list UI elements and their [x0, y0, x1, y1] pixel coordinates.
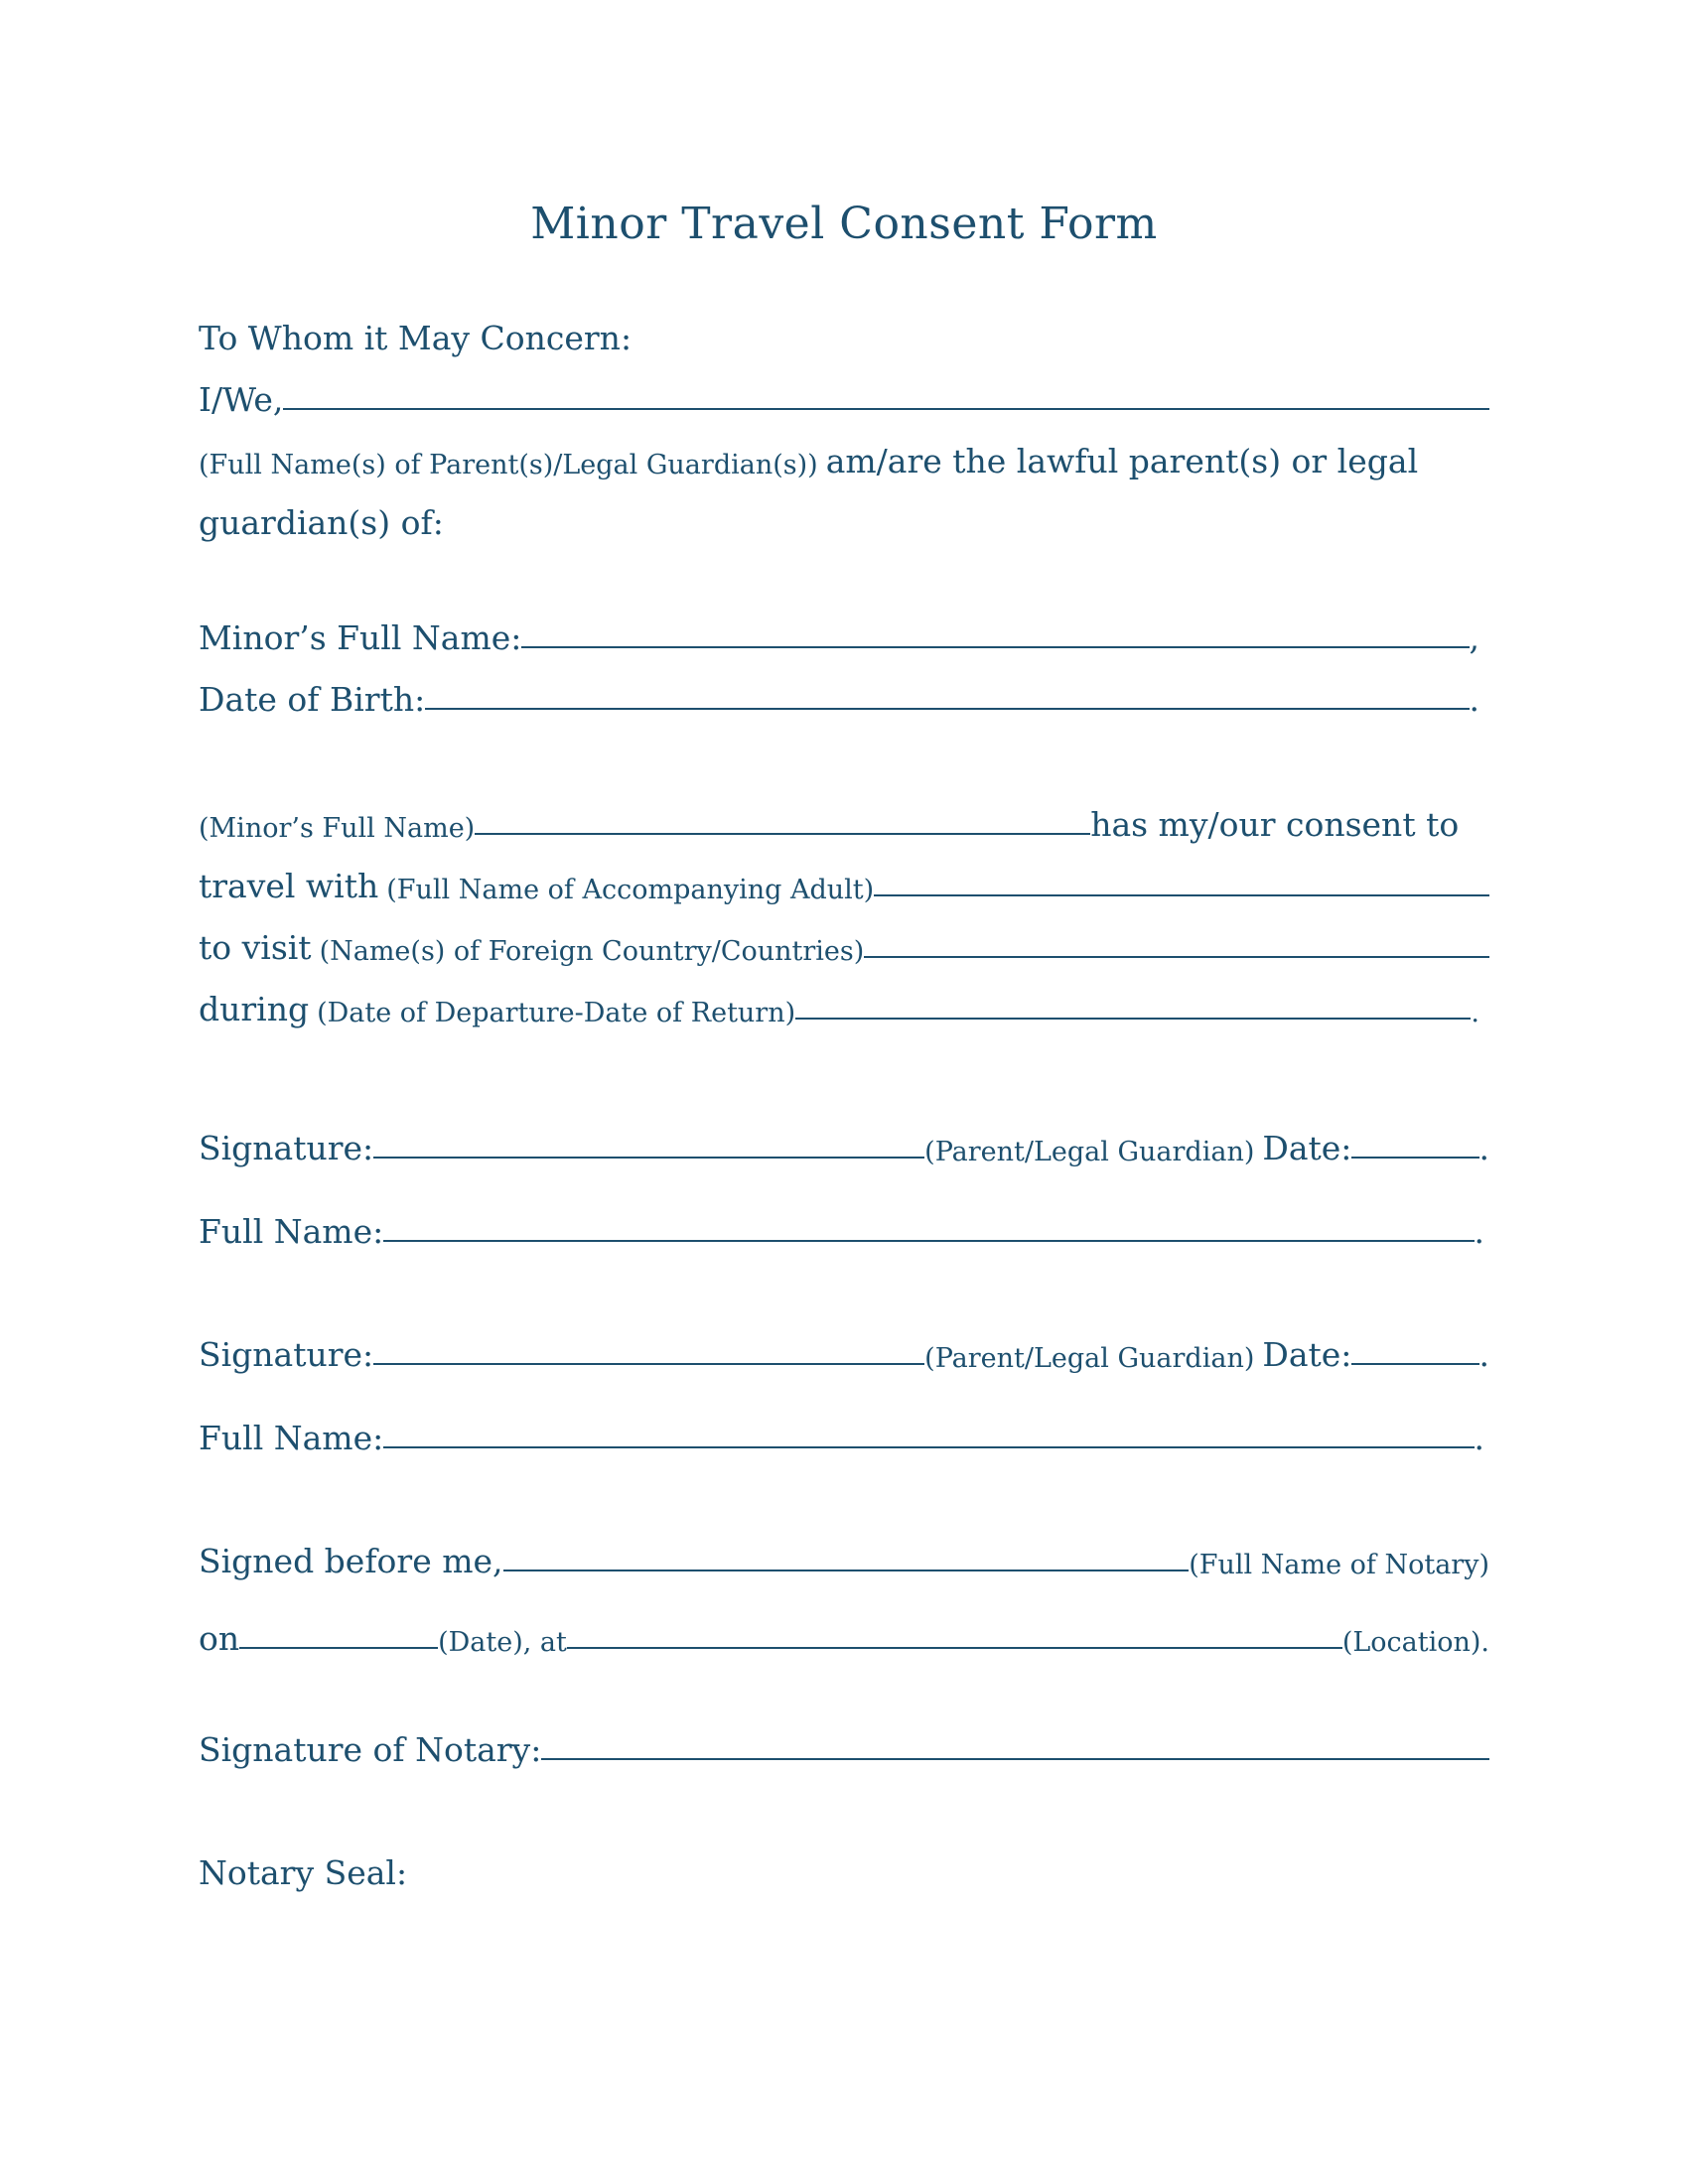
travel-with: travel with	[199, 867, 379, 905]
travel-dates-field[interactable]	[795, 1017, 1471, 1020]
guardian-hint-2: (Parent/Legal Guardian)	[924, 1343, 1255, 1374]
guardians-of: guardian(s) of:	[199, 503, 444, 542]
notary-signature-label: Signature of Notary:	[199, 1730, 542, 1769]
travel-with-line	[199, 846, 1489, 905]
parents-name-field[interactable]	[283, 407, 1489, 410]
signature-line-1	[199, 1108, 1489, 1167]
to-visit: to visit	[199, 928, 312, 967]
full-name-line-2	[199, 1398, 1484, 1457]
dob-field[interactable]	[425, 707, 1469, 710]
full-name-end-1: .	[1474, 1212, 1484, 1251]
during: during	[199, 990, 310, 1028]
dates-end: .	[1471, 998, 1479, 1028]
notary-date-location-line	[199, 1598, 1489, 1658]
signed-before: Signed before me,	[199, 1542, 503, 1580]
notary-seal-label: Notary Seal:	[199, 1853, 408, 1892]
signature-line-2	[199, 1314, 1489, 1374]
notary-date-field[interactable]	[239, 1646, 438, 1649]
consent-line	[199, 784, 1489, 844]
notary-date-hint: (Date), at	[438, 1627, 567, 1658]
dates-hint: (Date of Departure-Date of Return)	[317, 998, 796, 1028]
signature-field-2[interactable]	[373, 1362, 924, 1365]
dob-line	[199, 659, 1479, 719]
minor-hint: (Minor’s Full Name)	[199, 813, 476, 844]
full-name-label-1: Full Name:	[199, 1212, 384, 1251]
signed-before-line	[199, 1521, 1489, 1580]
salutation: To Whom it May Concern:	[199, 319, 633, 357]
date-end-2: .	[1478, 1335, 1489, 1374]
minor-consent-field[interactable]	[475, 832, 1090, 835]
notary-signature-field[interactable]	[541, 1757, 1489, 1760]
minor-name-end: ,	[1469, 618, 1479, 657]
consent-text: has my/our consent to	[1090, 805, 1460, 844]
parents-text: am/are the lawful parent(s) or legal	[825, 442, 1419, 480]
signature-date-field-1[interactable]	[1351, 1156, 1478, 1159]
form-title: Minor Travel Consent Form	[530, 199, 1158, 249]
guardians-of-line	[199, 482, 1489, 542]
location-hint: (Location).	[1341, 1627, 1489, 1658]
adult-name-field[interactable]	[874, 893, 1489, 896]
adult-hint: (Full Name of Accompanying Adult)	[386, 875, 875, 905]
full-name-field-1[interactable]	[383, 1239, 1474, 1242]
guardian-hint-1: (Parent/Legal Guardian)	[924, 1137, 1255, 1167]
minor-name-field[interactable]	[521, 645, 1469, 648]
minor-name-label: Minor’s Full Name:	[199, 618, 522, 657]
notary-location-field[interactable]	[567, 1646, 1342, 1649]
during-line	[199, 969, 1479, 1028]
full-name-label-2: Full Name:	[199, 1419, 384, 1457]
dob-end: .	[1469, 680, 1479, 719]
to-visit-line	[199, 907, 1489, 967]
signature-label-2: Signature:	[199, 1335, 374, 1374]
signature-label-1: Signature:	[199, 1129, 374, 1167]
notary-seal-line	[199, 1833, 1489, 1892]
signature-field-1[interactable]	[373, 1156, 924, 1159]
full-name-end-2: .	[1474, 1419, 1484, 1457]
minor-name-line	[199, 598, 1479, 657]
parents-hint: (Full Name(s) of Parent(s)/Legal Guardian(s))	[199, 450, 818, 480]
date-label-2: Date:	[1262, 1335, 1352, 1374]
dob-label: Date of Birth:	[199, 680, 426, 719]
full-name-field-2[interactable]	[383, 1445, 1474, 1448]
lawful-parents-line	[199, 421, 1489, 480]
full-name-line-1	[199, 1191, 1484, 1251]
parents-name-line	[199, 359, 1489, 419]
signature-date-field-2[interactable]	[1351, 1362, 1478, 1365]
country-hint: (Name(s) of Foreign Country/Countries)	[319, 936, 865, 967]
salutation-line	[199, 298, 1489, 357]
notary-name-field[interactable]	[503, 1569, 1190, 1571]
notary-name-hint: (Full Name of Notary)	[1189, 1550, 1489, 1580]
country-field[interactable]	[864, 955, 1489, 958]
on-label: on	[199, 1619, 240, 1658]
date-label-1: Date:	[1262, 1129, 1352, 1167]
iwe-label: I/We,	[199, 380, 284, 419]
notary-signature-line	[199, 1709, 1489, 1769]
date-end-1: .	[1478, 1129, 1489, 1167]
